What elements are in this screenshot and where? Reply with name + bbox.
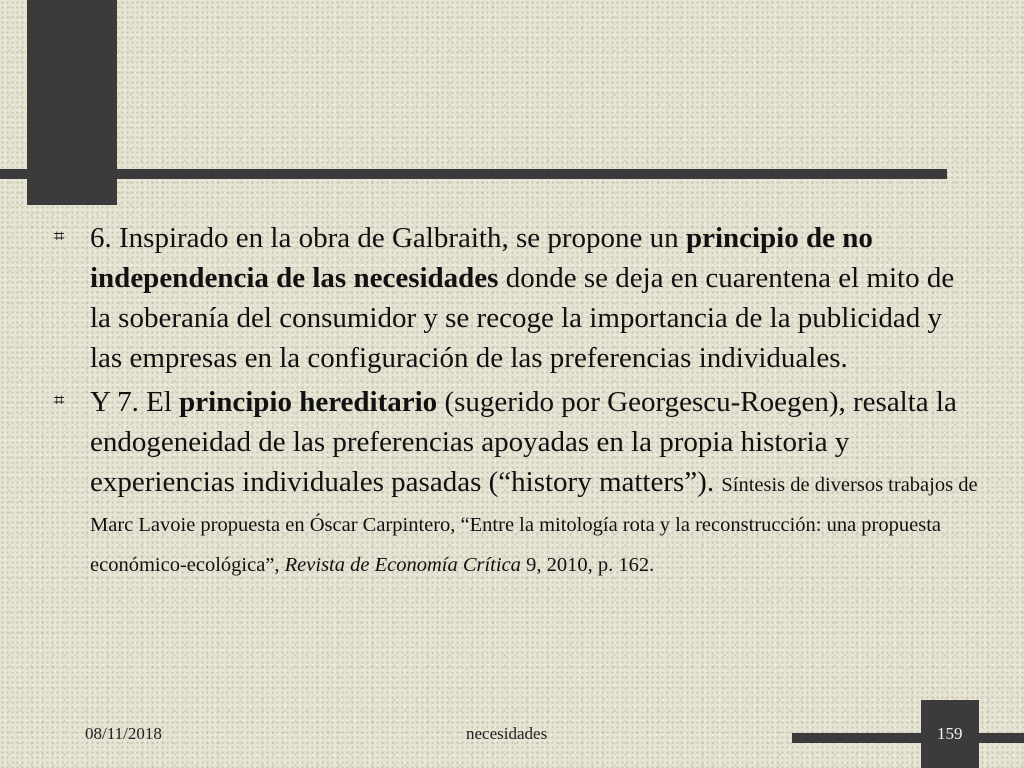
hash-bullet-icon: ⌗ xyxy=(54,226,65,247)
text-run: Revista de Economía Crítica xyxy=(284,554,521,576)
text-run: Síntesis de diversos trabajos de Marc Lavoie propuesta en Óscar Carpintero, “Entre la mitología rota y la reconstrucción: una propuesta económico-ecológica”, xyxy=(90,474,978,576)
text-run: Y 7. El xyxy=(90,386,180,418)
text-run: 9, 2010, p. 162. xyxy=(520,554,655,576)
bullet-text xyxy=(90,222,954,374)
decorative-rule-bottom xyxy=(792,733,1024,743)
slide-content xyxy=(50,218,980,582)
footer-title: necesidades xyxy=(466,724,548,743)
text-run: (sugerido por Georgescu-Roegen), resalta la endogeneidad de las preferencias apoyadas en la propia historia y experiencias individuales pasadas (“history matters”). xyxy=(90,386,957,498)
text-run: 6. Inspirado en la obra de Galbraith, se propone un xyxy=(90,222,686,254)
text-run: principio hereditario xyxy=(179,386,438,418)
bullet-item xyxy=(50,218,980,378)
page-number: 159 xyxy=(937,724,963,743)
text-run: donde se deja en cuarentena el mito de la soberanía del consumidor y se recoge la importancia de la publicidad y las empresas en la configuración de las preferencias individuales. xyxy=(90,262,955,374)
bullet-item xyxy=(50,382,980,582)
bullet-text xyxy=(90,386,978,578)
text-run: principio de no independencia de las necesidades xyxy=(90,222,873,294)
footer-date: 08/11/2018 xyxy=(85,724,162,743)
decorative-rule-top xyxy=(0,169,947,179)
hash-bullet-icon: ⌗ xyxy=(54,390,65,411)
